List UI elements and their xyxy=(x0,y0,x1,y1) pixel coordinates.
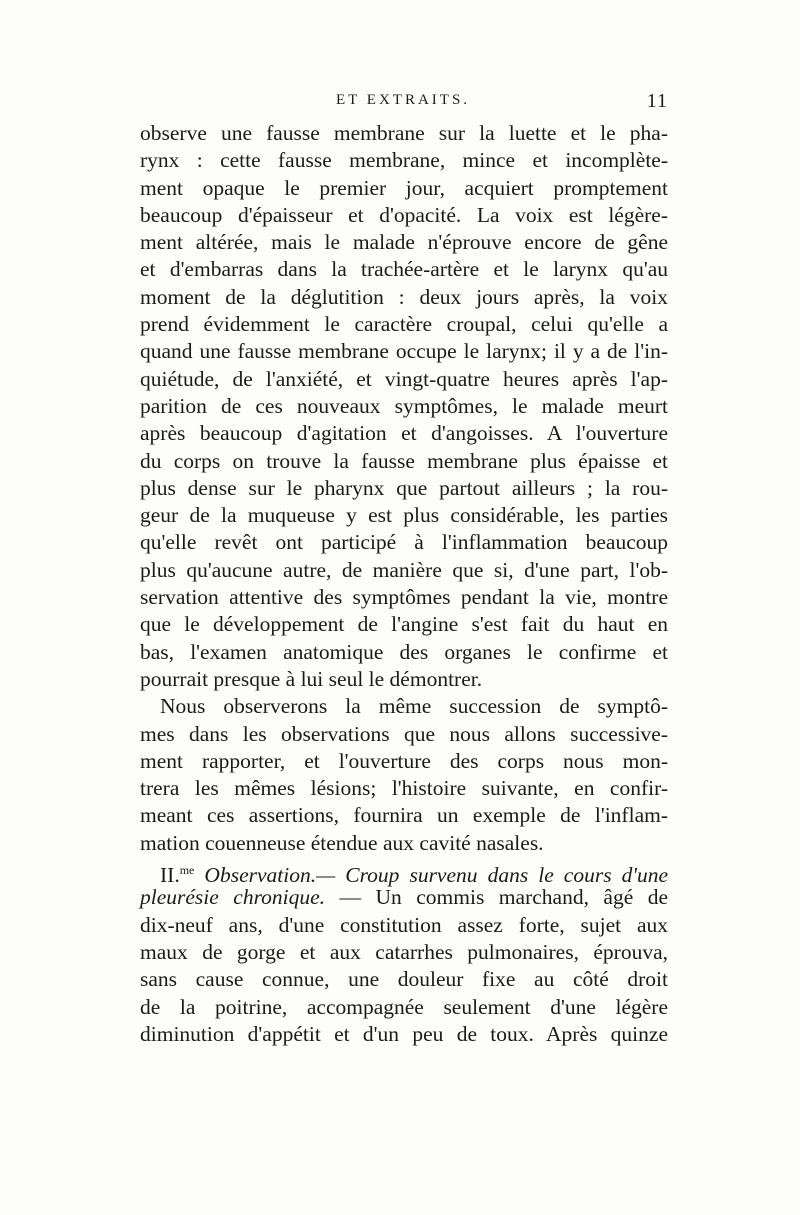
text-line: quiétude, de l'anxiété, et vingt-quatre heures après l'ap- xyxy=(140,366,668,391)
observation-title: Observation.— Croup survenu dans le cours d'une xyxy=(204,863,668,888)
paragraph-2 xyxy=(140,693,668,857)
observation-numeral: II. xyxy=(160,863,180,888)
text-line: de la poitrine, accompagnée seulement d'une légère xyxy=(140,994,668,1019)
text-fragment: — Un commis marchand, âgé de xyxy=(339,885,669,910)
text-line: plus qu'aucune autre, de manière que si, d'une part, l'ob- xyxy=(140,557,668,582)
page-number: 11 xyxy=(646,90,668,112)
text-line: sans cause connue, une douleur fixe au côté droit xyxy=(140,967,668,992)
text-line: ment rapporter, et l'ouverture des corps nous mon- xyxy=(140,748,668,773)
text-line: beaucoup d'épaisseur et d'opacité. La voix est légère- xyxy=(140,202,668,227)
text-line: maux de gorge et aux catarrhes pulmonaires, éprouva, xyxy=(140,939,668,964)
running-title: ET EXTRAITS. xyxy=(336,92,471,108)
text-line: plus dense sur le pharynx que partout ailleurs ; la rou- xyxy=(140,475,668,500)
text-line: après beaucoup d'agitation et d'angoisses. A l'ouverture xyxy=(140,421,668,446)
observation-subtitle: pleurésie chronique. xyxy=(140,885,326,910)
text-line: Nous observerons la même succession de symptô- xyxy=(160,694,668,719)
text-line: observe une fausse membrane sur la luette et le pha- xyxy=(140,121,668,145)
running-head xyxy=(140,92,668,116)
text-line: du corps on trouve la fausse membrane plus épaisse et xyxy=(140,448,668,473)
text-line: bas, l'examen anatomique des organes le confirme et xyxy=(140,639,668,664)
text-line: ment opaque le premier jour, acquiert promptement xyxy=(140,175,668,200)
text-line: moment de la déglutition : deux jours après, la voix xyxy=(140,284,668,309)
text-line: quand une fausse membrane occupe le larynx; il y a de l'in- xyxy=(140,339,668,364)
text-line xyxy=(140,884,668,911)
text-line: trera les mêmes lésions; l'histoire suivante, en confir- xyxy=(140,776,668,801)
text-line: mation couenneuse étendue aux cavité nasales. xyxy=(140,830,544,855)
text-line: meant ces assertions, fournira un exemple de l'inflam- xyxy=(140,803,668,828)
text-line: rynx : cette fausse membrane, mince et incomplète- xyxy=(140,148,668,173)
text-line: pourrait presque à lui seul le démontrer. xyxy=(140,666,483,691)
paragraph-1 xyxy=(140,120,668,693)
text-line: parition de ces nouveaux symptômes, le malade meurt xyxy=(140,393,668,418)
text-line: ment altérée, mais le malade n'éprouve encore de gêne xyxy=(140,230,668,255)
observation-numeral-suffix: me xyxy=(179,863,195,878)
observation-heading-line xyxy=(140,857,668,888)
text-line: mes dans les observations que nous allons successive- xyxy=(140,721,668,746)
text-line: dix-neuf ans, d'une constitution assez forte, sujet aux xyxy=(140,912,668,937)
text-line: qu'elle revêt ont participé à l'inflammation beaucoup xyxy=(140,530,668,555)
text-line: servation attentive des symptômes pendant la vie, montre xyxy=(140,585,668,610)
text-line: et d'embarras dans la trachée-artère et le larynx qu'au xyxy=(140,257,668,282)
paragraph-3 xyxy=(140,857,668,1048)
body-text xyxy=(140,120,668,1048)
text-line: diminution d'appétit et d'un peu de toux. Après quinze xyxy=(140,1021,668,1046)
text-line: geur de la muqueuse y est plus considérable, les parties xyxy=(140,503,668,528)
text-line: que le développement de l'angine s'est fait du haut en xyxy=(140,612,668,637)
text-line: prend évidemment le caractère croupal, celui qu'elle a xyxy=(140,312,668,337)
